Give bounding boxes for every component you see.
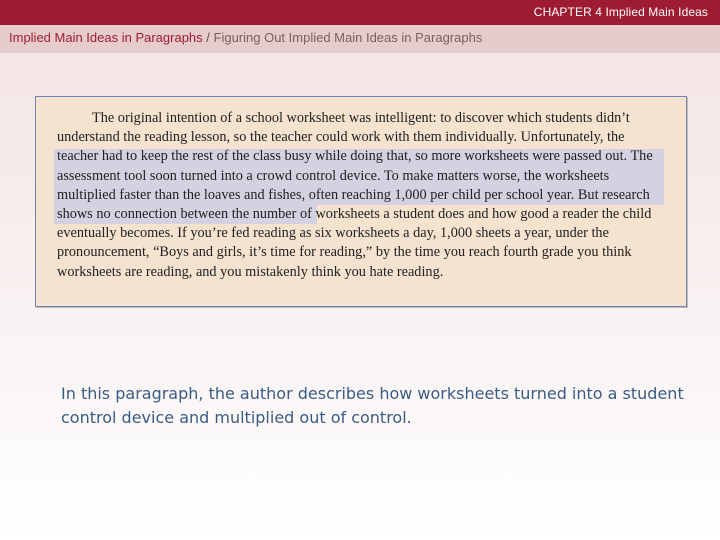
breadcrumb-section: Implied Main Ideas in Paragraphs xyxy=(9,30,203,45)
breadcrumb-subsection: Figuring Out Implied Main Ideas in Paragraphs xyxy=(213,30,483,45)
breadcrumb-separator: / xyxy=(202,30,214,45)
excerpt-paragraph: The original intention of a school worksheet was intelligent: to discover which students didn’t understand the reading lesson, so the teacher could work with them individually. Unfortunately, the teacher had to keep the rest of the class busy while doing that, so more worksheets were passed out. The assessment tool soon turned into a crowd control device. To make matters worse, the worksheets multiplied faster than the loaves and fishes, often reaching 1,000 per child per school year. But research shows no connection between the number of worksheets a student does and how good a reader the child eventually becomes. If you’re fed reading as six worksheets a day, 1,000 sheets a year, under the pronouncement, “Boys and girls, it’s time for reading,” by the time you reach fourth grade you think worksheets are reading, and you mistakenly think you hate reading. xyxy=(57,110,653,280)
summary-text: In this paragraph, the author describes how worksheets turned into a student control device and multiplied out of control. xyxy=(61,384,684,427)
chapter-label: CHAPTER 4 Implied Main Ideas xyxy=(533,5,708,19)
chapter-header-bar xyxy=(0,0,720,25)
breadcrumb xyxy=(9,30,482,45)
excerpt-box xyxy=(35,96,687,307)
breadcrumb-bar xyxy=(0,25,720,53)
